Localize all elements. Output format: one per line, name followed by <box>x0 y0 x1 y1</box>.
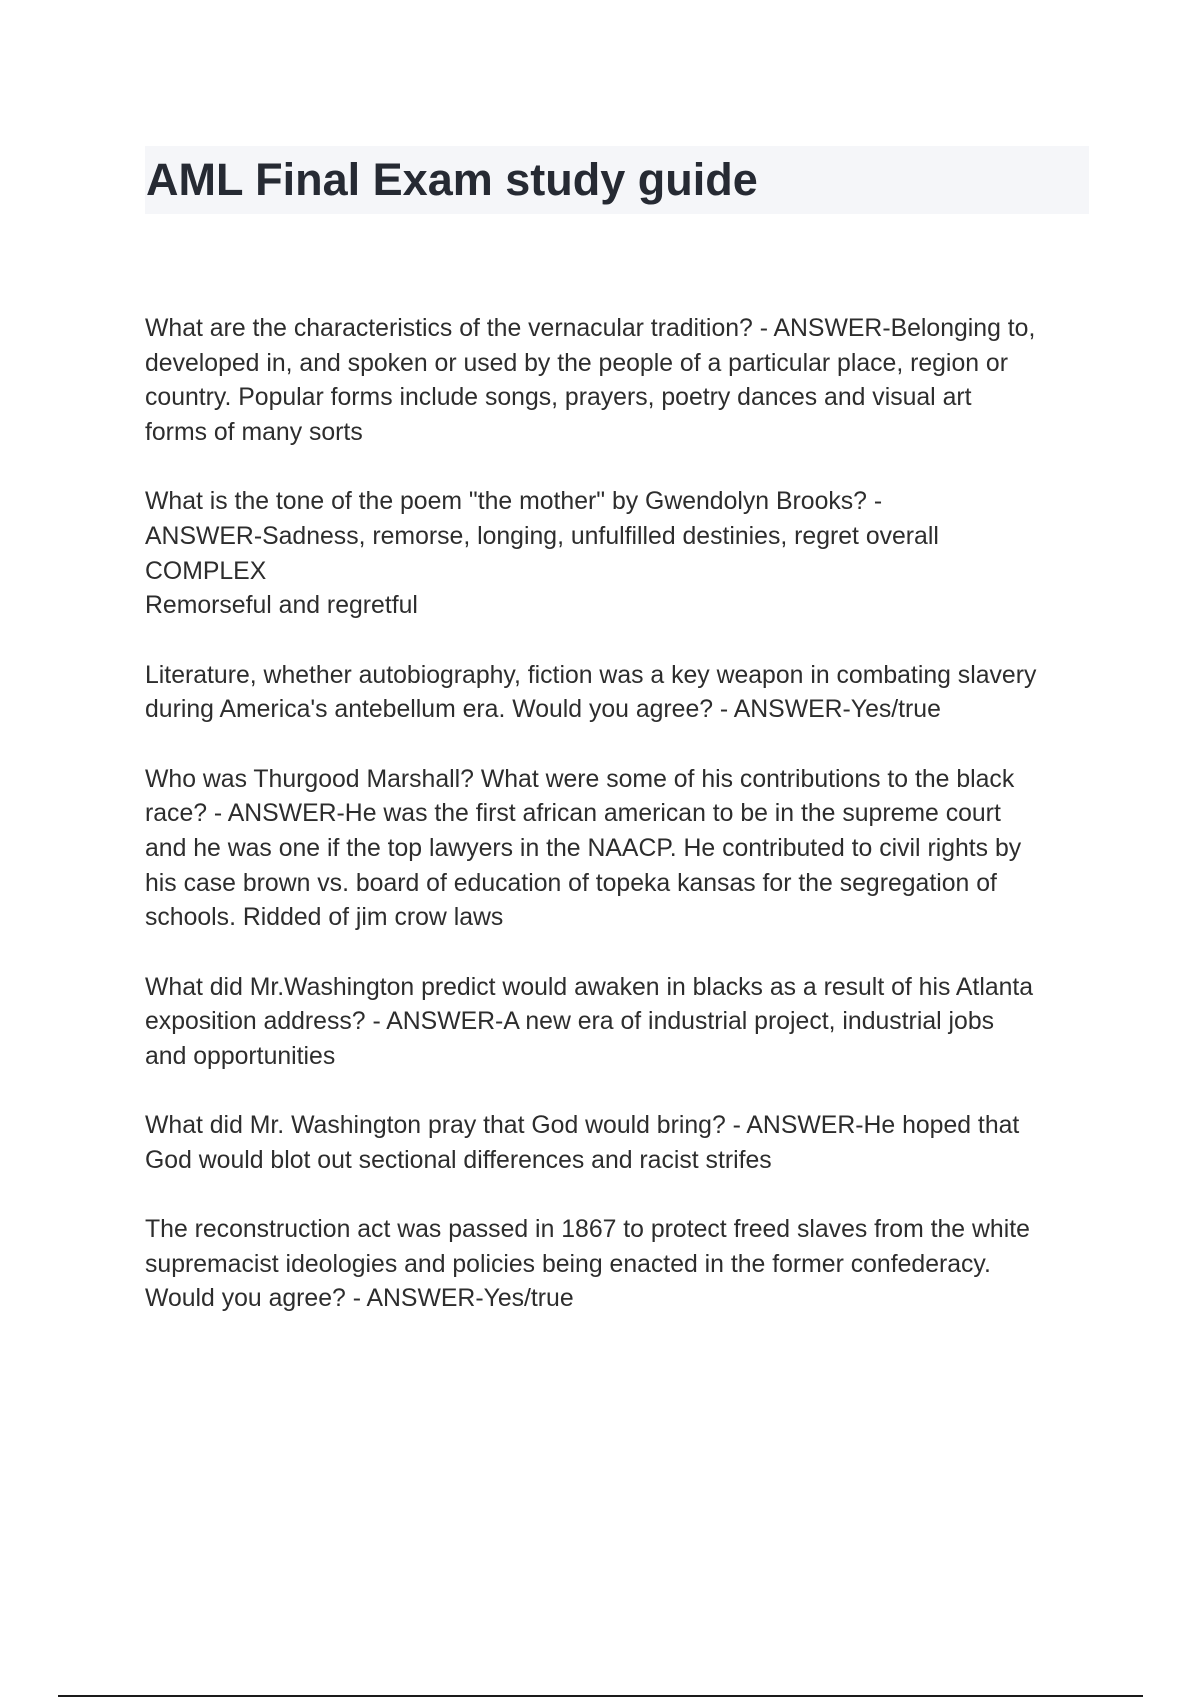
footer-divider <box>58 1695 1143 1697</box>
qa-line: The reconstruction act was passed in 1867 to protect freed slaves from the white <box>145 1216 1030 1244</box>
qa-item <box>145 659 1095 728</box>
qa-line: country. Popular forms include songs, prayers, poetry dances and visual art <box>145 384 972 412</box>
qa-item <box>145 312 1095 451</box>
qa-line: God would blot out sectional differences and racist strifes <box>145 1146 772 1174</box>
qa-line: Literature, whether autobiography, fiction was a key weapon in combating slavery <box>145 661 1037 689</box>
qa-line: Would you agree? - ANSWER-Yes/true <box>145 1285 574 1313</box>
qa-line: supremacist ideologies and policies being enacted in the former confederacy. <box>145 1250 991 1278</box>
qa-line: schools. Ridded of jim crow laws <box>145 904 504 932</box>
qa-list <box>145 312 1095 1352</box>
qa-line: forms of many sorts <box>145 419 363 447</box>
qa-line: COMPLEX <box>145 557 267 585</box>
qa-line: What did Mr. Washington pray that God would bring? - ANSWER-He hoped that <box>145 1112 1020 1140</box>
qa-line: and he was one if the top lawyers in the NAACP. He contributed to civil rights by <box>145 834 1022 862</box>
qa-line: Remorseful and regretful <box>145 592 418 620</box>
qa-line: What did Mr.Washington predict would awaken in blacks as a result of his Atlanta <box>145 973 1034 1001</box>
qa-item <box>145 485 1095 624</box>
qa-line: and opportunities <box>145 1042 336 1070</box>
qa-item <box>145 971 1095 1075</box>
qa-item <box>145 763 1095 937</box>
qa-line: exposition address? - ANSWER-A new era of industrial project, industrial jobs <box>145 1008 995 1036</box>
qa-line: his case brown vs. board of education of topeka kansas for the segregation of <box>145 869 997 897</box>
qa-line: What are the characteristics of the vernacular tradition? - ANSWER-Belonging to, <box>145 315 1036 342</box>
qa-item <box>145 1109 1095 1178</box>
qa-line: race? - ANSWER-He was the first african american to be in the supreme court <box>145 800 1001 828</box>
qa-line: developed in, and spoken or used by the people of a particular place, region or <box>145 349 1008 377</box>
qa-line: ANSWER-Sadness, remorse, longing, unfulfilled destinies, regret overall <box>145 523 939 551</box>
qa-item <box>145 1213 1095 1317</box>
qa-line: Who was Thurgood Marshall? What were some of his contributions to the black <box>145 765 1015 793</box>
qa-line: during America's antebellum era. Would you agree? - ANSWER-Yes/true <box>145 696 941 724</box>
qa-line: What is the tone of the poem "the mother" by Gwendolyn Brooks? - <box>145 488 883 516</box>
page-title: AML Final Exam study guide <box>146 154 758 205</box>
title-banner <box>145 146 1089 214</box>
